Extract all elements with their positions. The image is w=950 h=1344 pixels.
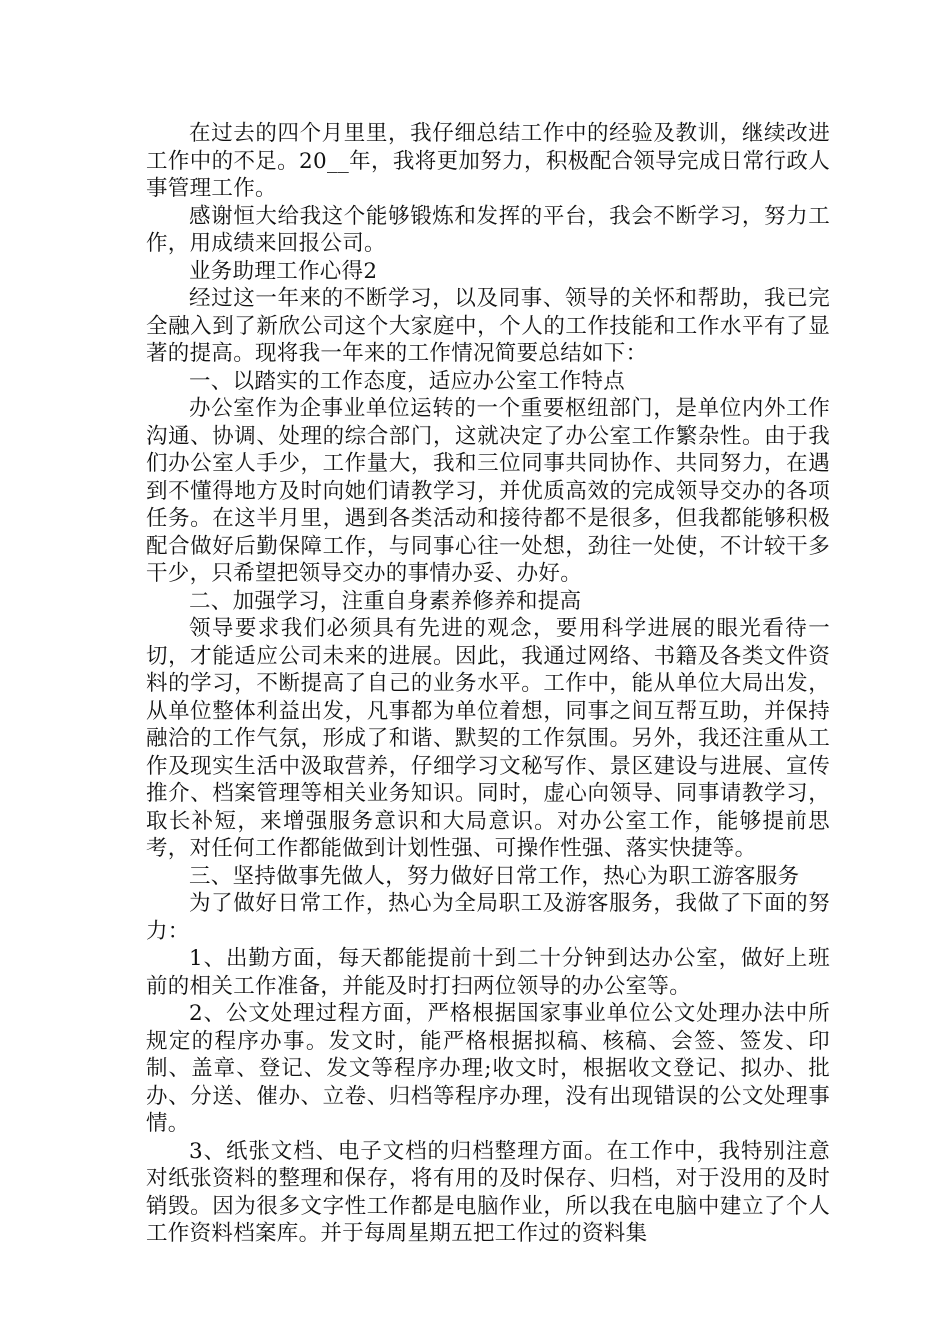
heading-one: 一、以踏实的工作态度，适应办公室工作特点 [189,368,626,394]
paragraph-overview: 经过这一年来的不断学习，以及同事、领导的关怀和帮助，我已完全融入到了新欣公司这个大家庭中，个人的工作技能和工作水平有了显著的提高。现将我一年来的工作情况简要总结如下： [146,286,830,366]
list-item-attendance: 1、出勤方面，每天都能提前十到二十分钟到达办公室，做好上班前的相关工作准备，并能及时打扫两位领导的办公室等。 [146,946,830,999]
list-item-archiving: 3、纸张文档、电子文档的归档整理方面。在工作中，我特别注意对纸张资料的整理和保存，将有用的及时保存、归档，对于没用的及时销毁。因为很多文字性工作都是电脑作业，所以我在电脑中建立了个人工作资料档案库。并于每周星期五把工作过的资料集 [146,1138,830,1246]
heading-three: 三、坚持做事先做人，努力做好日常工作，热心为职工游客服务 [189,863,800,889]
list-item-documents: 2、公文处理过程方面，严格根据国家事业单位公文处理办法中所规定的程序办事。发文时，能严格根据拟稿、核稿、会签、签发、印制、盖章、登记、发文等程序办理;收文时，根据收文登记、拟办、批办、分送、催办、立卷、归档等程序办理，没有出现错误的公文处理事情。 [146,1001,830,1136]
paragraph-office-work: 办公室作为企事业单位运转的一个重要枢纽部门，是单位内外工作沟通、协调、处理的综合部门，这就决定了办公室工作繁杂性。由于我们办公室人手少，工作量大，我和三位同事共同协作、共同努力，在遇到不懂得地方及时向她们请教学习，并优质高效的完成领导交办的各项任务。在这半月里，遇到各类活动和接待都不是很多，但我都能够积极配合做好后勤保障工作，与同事心往一处想，劲往一处使，不计较干多干少，只希望把领导交办的事情办妥、办好。 [146,396,830,586]
section-title: 业务助理工作心得2 [189,258,378,284]
paragraph-service-intro: 为了做好日常工作，热心为全局职工及游客服务，我做了下面的努力： [146,891,830,944]
paragraph-intro-2: 感谢恒大给我这个能够锻炼和发挥的平台，我会不断学习，努力工作，用成绩来回报公司。 [146,203,830,256]
paragraph-learning: 领导要求我们必须具有先进的观念，要用科学进展的眼光看待一切，才能适应公司未来的进展。因此，我通过网络、书籍及各类文件资料的学习，不断提高了自己的业务水平。工作中，能从单位大局出发，从单位整体利益出发，凡事都为单位着想，同事之间互帮互助，并保持融洽的工作气氛，形成了和谐、默契的工作氛围。另外，我还注重从工作及现实生活中汲取营养，仔细学习文秘写作、景区建设与进展、宣传推介、档案管理等相关业务知识。同时，虚心向领导、同事请教学习，取长补短，来增强服务意识和大局意识。对办公室工作，能够提前思考，对任何工作都能做到计划性强、可操作性强、落实快捷等。 [146,616,830,861]
paragraph-intro-1: 在过去的四个月里里，我仔细总结工作中的经验及教训，继续改进工作中的不足。20__年，我将更加努力，积极配合领导完成日常行政人事管理工作。 [146,121,830,201]
heading-two: 二、加强学习，注重自身素养修养和提高 [189,588,582,614]
